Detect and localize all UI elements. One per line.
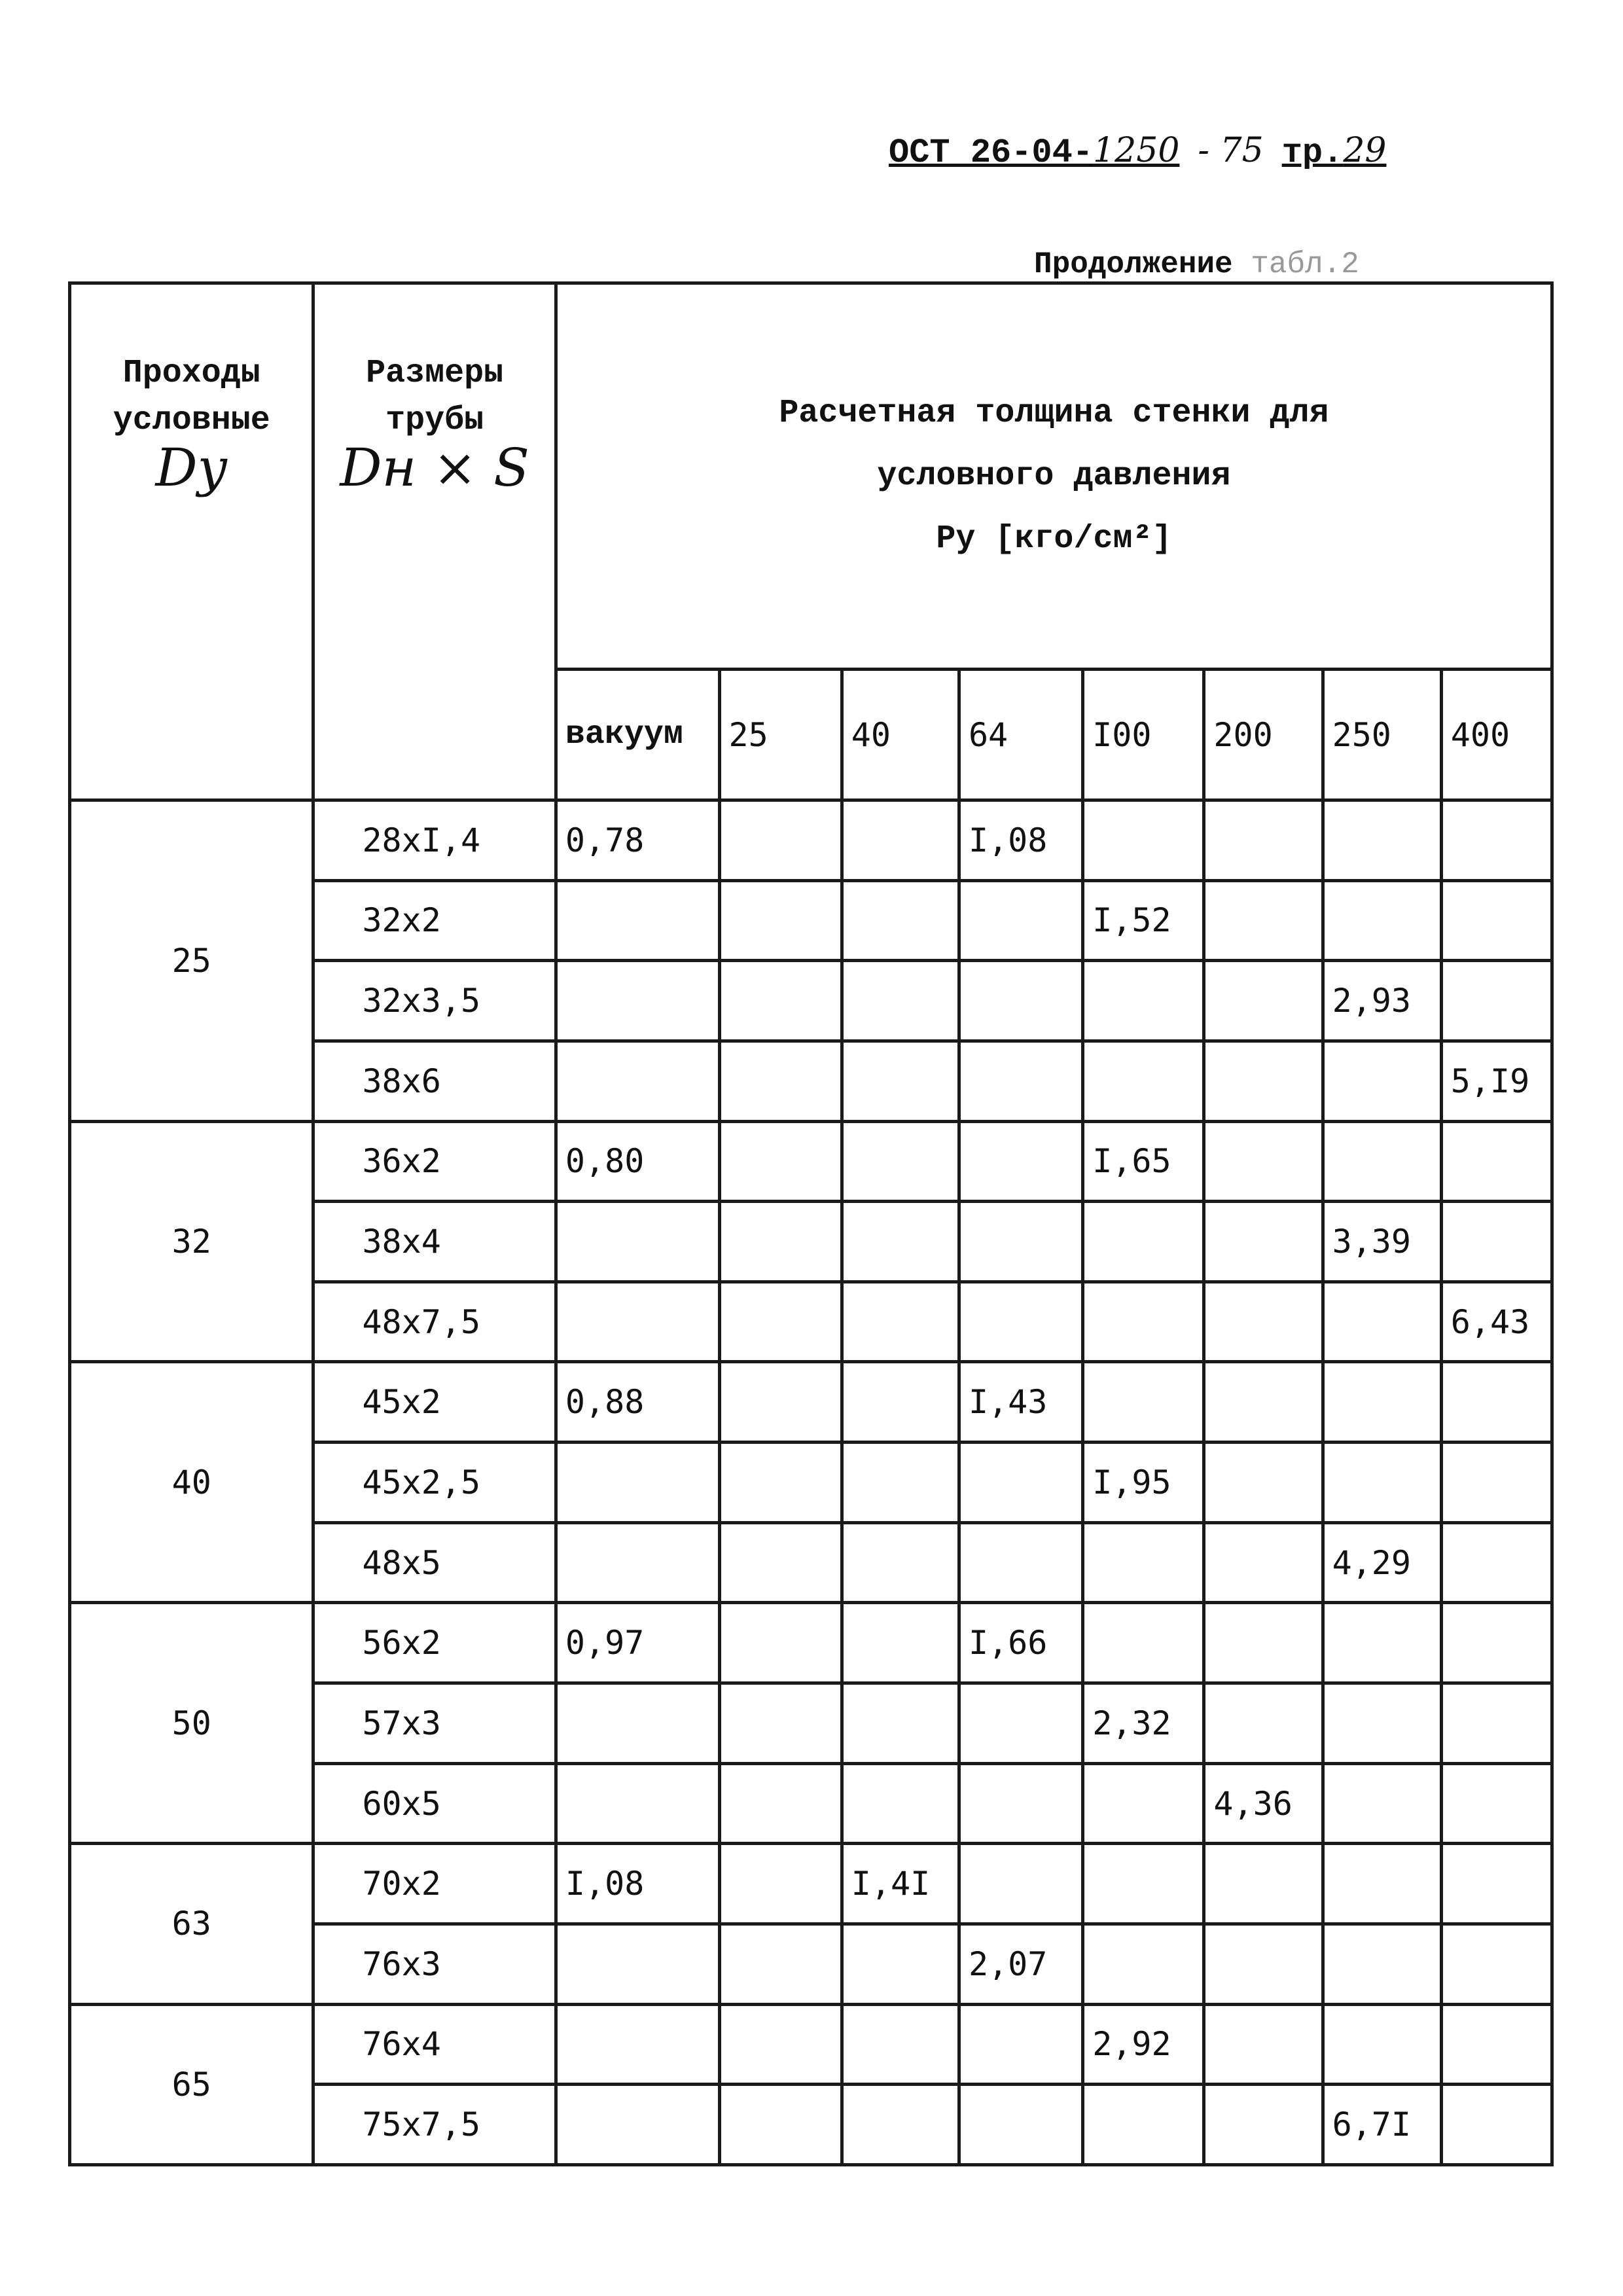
thickness-cell [1083,1844,1204,1924]
thickness-cell [719,1844,842,1924]
thickness-cell [1441,1844,1552,1924]
thickness-cell [1204,961,1323,1041]
thickness-cell [1323,1844,1441,1924]
thickness-cell [556,961,719,1041]
thickness-cell [1083,2085,1204,2165]
dy-cell: 50 [70,1603,313,1844]
thickness-cell [959,1683,1082,1764]
thickness-cell [1323,1121,1441,1202]
thickness-cell [1204,880,1323,961]
pressure-header-5: 200 [1204,670,1323,800]
thickness-cell [959,1282,1082,1362]
col-size-symbol: Dн × S [340,437,529,498]
table-row [70,800,1552,881]
col-header-thickness [556,283,1552,670]
thickness-cell [556,1763,719,1844]
thickness-cell [1441,1443,1552,1523]
thickness-cell [1083,1522,1204,1603]
thickness-cell [1083,1202,1204,1282]
thickness-cell [959,1522,1082,1603]
pipe-size-cell: 38x4 [313,1202,556,1282]
pipe-size-cell: 45x2,5 [313,1443,556,1523]
pressure-header-2: 40 [842,670,959,800]
thickness-cell [842,961,959,1041]
thickness-cell [556,2004,719,2085]
thickness-cell [719,1202,842,1282]
thickness-cell: I,52 [1083,880,1204,961]
thickness-cell [959,1844,1082,1924]
thickness-cell [842,1202,959,1282]
table-row [70,2004,1552,2085]
thickness-cell [959,1202,1082,1282]
dy-cell: 25 [70,800,313,1122]
thickness-cell [1083,1924,1204,2004]
thickness-cell [556,880,719,961]
thickness-cell [1323,1041,1441,1121]
thickness-cell [959,1041,1082,1121]
pipe-size-cell: 38x6 [313,1041,556,1121]
thickness-cell: 6,7I [1323,2085,1441,2165]
pipe-size-cell: 76x4 [313,2004,556,2085]
thickness-cell: 0,97 [556,1603,719,1683]
thickness-cell: I,08 [959,800,1082,881]
thickness-line2: условного давления [877,457,1231,495]
thickness-cell [1441,800,1552,881]
thickness-cell [1204,1683,1323,1764]
thickness-cell: 2,93 [1323,961,1441,1041]
thickness-cell [1083,1041,1204,1121]
thickness-cell [1323,800,1441,881]
col-dy-symbol: Dу [155,437,228,498]
thickness-cell [719,2004,842,2085]
thickness-cell [719,1522,842,1603]
thickness-cell [1204,1041,1323,1121]
thickness-cell [1323,1362,1441,1443]
thickness-cell [1441,1202,1552,1282]
thickness-cell [1083,1282,1204,1362]
thickness-cell [556,1924,719,2004]
thickness-cell [556,2085,719,2165]
thickness-cell [1204,1443,1323,1523]
thickness-cell [842,1522,959,1603]
thickness-cell [1441,1362,1552,1443]
thickness-cell [959,2004,1082,2085]
continuation-label [1034,247,1359,281]
table-row [70,1844,1552,1924]
document-header [889,131,1386,172]
thickness-cell [959,961,1082,1041]
pressure-header-3: 64 [959,670,1082,800]
page-num: 29 [1343,131,1387,170]
thickness-cell [1441,1121,1552,1202]
thickness-cell [1323,2004,1441,2085]
thickness-cell [1083,800,1204,881]
pipe-size-cell: 75x7,5 [313,2085,556,2165]
thickness-cell [1323,880,1441,961]
pressure-header-0: вакуум [556,670,719,800]
pipe-size-cell: 36x2 [313,1121,556,1202]
thickness-cell [959,2085,1082,2165]
thickness-cell [1204,1121,1323,1202]
thickness-cell [1441,1603,1552,1683]
pipe-size-cell: 56x2 [313,1603,556,1683]
page-number [1282,131,1387,172]
table-reference: табл.2 [1251,247,1359,281]
thickness-cell [842,1683,959,1764]
thickness-cell [719,1924,842,2004]
thickness-cell [1083,1362,1204,1443]
thickness-cell [842,1763,959,1844]
thickness-cell [959,1763,1082,1844]
thickness-cell [1204,1844,1323,1924]
pipe-size-cell: 45x2 [313,1362,556,1443]
thickness-cell [556,1282,719,1362]
thickness-cell [959,1443,1082,1523]
pressure-header-1: 25 [719,670,842,800]
thickness-cell [842,2004,959,2085]
thickness-cell [1204,2004,1323,2085]
continuation-text: Продолжение [1034,247,1233,281]
thickness-cell [842,1443,959,1523]
thickness-cell: 0,78 [556,800,719,881]
thickness-cell [1441,1763,1552,1844]
col-dy-line2: условные [113,402,270,439]
standard-year: - 75 [1198,131,1264,170]
pipe-size-cell: 70x2 [313,1844,556,1924]
thickness-cell [1441,880,1552,961]
col-header-size [313,283,556,800]
thickness-cell [1441,1522,1552,1603]
thickness-cell [1323,1282,1441,1362]
thickness-cell: I,95 [1083,1443,1204,1523]
thickness-cell [842,1924,959,2004]
thickness-cell: 0,80 [556,1121,719,1202]
thickness-cell [556,1522,719,1603]
thickness-cell: I,4I [842,1844,959,1924]
thickness-cell [719,961,842,1041]
thickness-line1: Расчетная толщина стенки для [779,394,1329,432]
thickness-cell [719,1603,842,1683]
thickness-cell: 2,07 [959,1924,1082,2004]
pipe-size-cell: 76x3 [313,1924,556,2004]
thickness-cell [556,1041,719,1121]
thickness-cell [1441,2085,1552,2165]
thickness-cell [1441,2004,1552,2085]
thickness-cell [1204,1202,1323,1282]
thickness-cell [842,1041,959,1121]
pipe-size-cell: 60x5 [313,1763,556,1844]
thickness-cell [719,1282,842,1362]
thickness-cell: 2,92 [1083,2004,1204,2085]
thickness-cell: 6,43 [1441,1282,1552,1362]
dy-cell: 65 [70,2004,313,2164]
thickness-cell: 2,32 [1083,1683,1204,1764]
col-dy-line1: Проходы [122,355,260,392]
thickness-cell [1204,1362,1323,1443]
thickness-cell: I,43 [959,1362,1082,1443]
table-row [70,1121,1552,1202]
thickness-cell [842,1282,959,1362]
thickness-cell [1083,1763,1204,1844]
thickness-cell [842,1362,959,1443]
thickness-cell [1083,1603,1204,1683]
thickness-cell [1204,1603,1323,1683]
thickness-cell [1441,961,1552,1041]
thickness-cell [1323,1443,1441,1523]
standard-code [889,131,1179,172]
pressure-header-7: 400 [1441,670,1552,800]
thickness-cell [556,1683,719,1764]
thickness-cell: I,65 [1083,1121,1204,1202]
thickness-cell: 3,39 [1323,1202,1441,1282]
thickness-cell [1441,1683,1552,1764]
pipe-size-cell: 32x3,5 [313,961,556,1041]
thickness-cell: 5,I9 [1441,1041,1552,1121]
thickness-cell [842,1121,959,1202]
pipe-size-cell: 57x3 [313,1683,556,1764]
thickness-cell [842,2085,959,2165]
thickness-cell [1323,1683,1441,1764]
thickness-cell [556,1202,719,1282]
thickness-cell [719,880,842,961]
thickness-cell: 4,36 [1204,1763,1323,1844]
thickness-cell [1441,1924,1552,2004]
thickness-cell [719,800,842,881]
thickness-cell [719,2085,842,2165]
thickness-cell [1323,1603,1441,1683]
dy-cell: 40 [70,1362,313,1603]
pressure-header-6: 250 [1323,670,1441,800]
pipe-size-cell: 28xI,4 [313,800,556,881]
dy-cell: 32 [70,1121,313,1362]
standard-number: 1250 [1093,131,1180,170]
col-size-line2: трубы [385,402,484,439]
thickness-cell [556,1443,719,1523]
thickness-cell [1204,2085,1323,2165]
dy-cell: 63 [70,1844,313,2004]
thickness-cell [842,800,959,881]
header-row-top [70,283,1552,670]
thickness-cell [1204,800,1323,881]
thickness-cell [719,1121,842,1202]
table-row [70,1603,1552,1683]
thickness-cell [842,880,959,961]
col-header-dy [70,283,313,800]
thickness-cell [1083,961,1204,1041]
thickness-cell [719,1362,842,1443]
pipe-size-cell: 48x5 [313,1522,556,1603]
thickness-cell [1204,1282,1323,1362]
pipe-size-cell: 48x7,5 [313,1282,556,1362]
thickness-cell [719,1443,842,1523]
pressure-header-4: I00 [1083,670,1204,800]
thickness-cell [719,1763,842,1844]
thickness-cell [959,1121,1082,1202]
thickness-cell [959,880,1082,961]
standard-prefix: ОСТ 26-04- [889,134,1094,172]
table-row [70,1362,1552,1443]
thickness-cell [719,1041,842,1121]
pipe-size-cell: 32x2 [313,880,556,961]
thickness-cell [842,1603,959,1683]
thickness-line3: Ру [кго/см²] [936,520,1172,558]
wall-thickness-table [68,281,1554,2166]
thickness-cell [1323,1763,1441,1844]
thickness-cell: I,08 [556,1844,719,1924]
thickness-cell: 4,29 [1323,1522,1441,1603]
thickness-cell: I,66 [959,1603,1082,1683]
thickness-cell [719,1683,842,1764]
thickness-cell [1204,1522,1323,1603]
thickness-cell: 0,88 [556,1362,719,1443]
col-size-line1: Размеры [366,355,504,392]
thickness-cell [1323,1924,1441,2004]
page-prefix: тр. [1281,134,1344,172]
thickness-cell [1204,1924,1323,2004]
